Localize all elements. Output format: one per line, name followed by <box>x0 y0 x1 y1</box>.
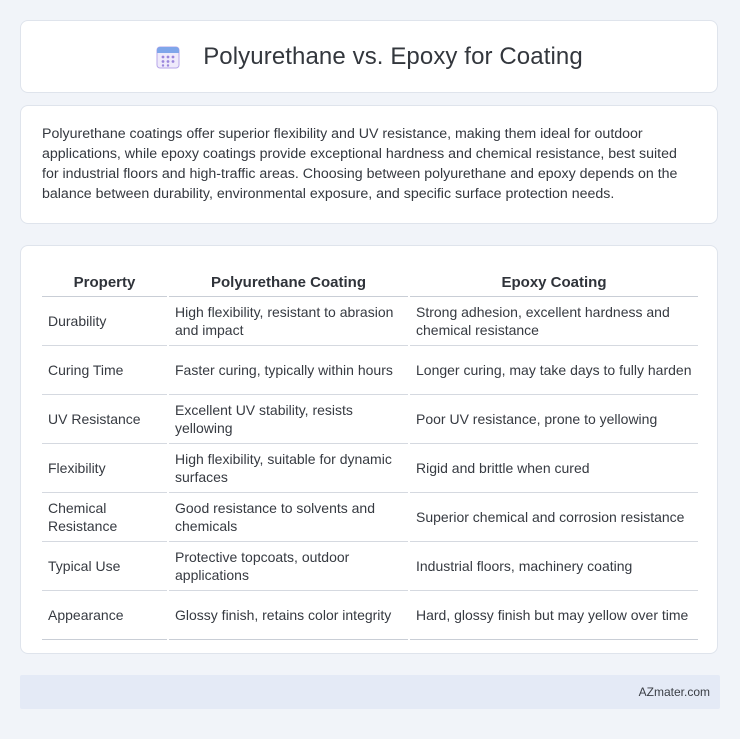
polyurethane-cell: High flexibility, resistant to abrasion and impact <box>169 297 408 346</box>
epoxy-cell: Longer curing, may take days to fully harden <box>410 346 698 395</box>
header-property: Property <box>42 264 167 297</box>
property-cell: Appearance <box>42 591 167 640</box>
polyurethane-cell: Faster curing, typically within hours <box>169 346 408 395</box>
polyurethane-cell: Glossy finish, retains color integrity <box>169 591 408 640</box>
table-row <box>42 493 698 542</box>
polyurethane-cell: High flexibility, suitable for dynamic surfaces <box>169 444 408 493</box>
epoxy-cell: Rigid and brittle when cured <box>410 444 698 493</box>
footer-bar <box>20 675 720 709</box>
epoxy-cell: Poor UV resistance, prone to yellowing <box>410 395 698 444</box>
header-polyurethane: Polyurethane Coating <box>169 264 408 297</box>
table-header-row <box>42 264 698 297</box>
polyurethane-cell: Excellent UV stability, resists yellowing <box>169 395 408 444</box>
property-cell: Typical Use <box>42 542 167 591</box>
epoxy-cell: Industrial floors, machinery coating <box>410 542 698 591</box>
comparison-table-card <box>20 245 718 654</box>
table-row <box>42 297 698 346</box>
polyurethane-cell: Protective topcoats, outdoor applications <box>169 542 408 591</box>
epoxy-cell: Superior chemical and corrosion resistance <box>410 493 698 542</box>
property-cell: Curing Time <box>42 346 167 395</box>
property-cell: UV Resistance <box>42 395 167 444</box>
property-cell: Durability <box>42 297 167 346</box>
summary-text: Polyurethane coatings offer superior flexibility and UV resistance, making them ideal for outdoor applications, while epoxy coatings provide exceptional hardness and chemical resistance, best suited for industrial floors and high-traffic areas. Choosing between polyurethane and epoxy depends on the balance between durability, environmental exposure, and specific surface protection needs. <box>42 126 678 202</box>
summary-card <box>20 105 718 224</box>
table-row <box>42 542 698 591</box>
page-title: Polyurethane vs. Epoxy for Coating <box>203 42 583 70</box>
footer-brand: AZmater.com <box>638 685 710 699</box>
header-epoxy: Epoxy Coating <box>410 264 698 297</box>
epoxy-cell: Strong adhesion, excellent hardness and chemical resistance <box>410 297 698 346</box>
polyurethane-cell: Good resistance to solvents and chemicals <box>169 493 408 542</box>
property-cell: Chemical Resistance <box>42 493 167 542</box>
property-cell: Flexibility <box>42 444 167 493</box>
epoxy-cell: Hard, glossy finish but may yellow over time <box>410 591 698 640</box>
table-row <box>42 591 698 640</box>
comparison-table <box>40 264 700 640</box>
table-row <box>42 346 698 395</box>
calendar-grid-icon <box>155 44 181 70</box>
table-row <box>42 395 698 444</box>
table-row <box>42 444 698 493</box>
title-card <box>20 20 718 93</box>
